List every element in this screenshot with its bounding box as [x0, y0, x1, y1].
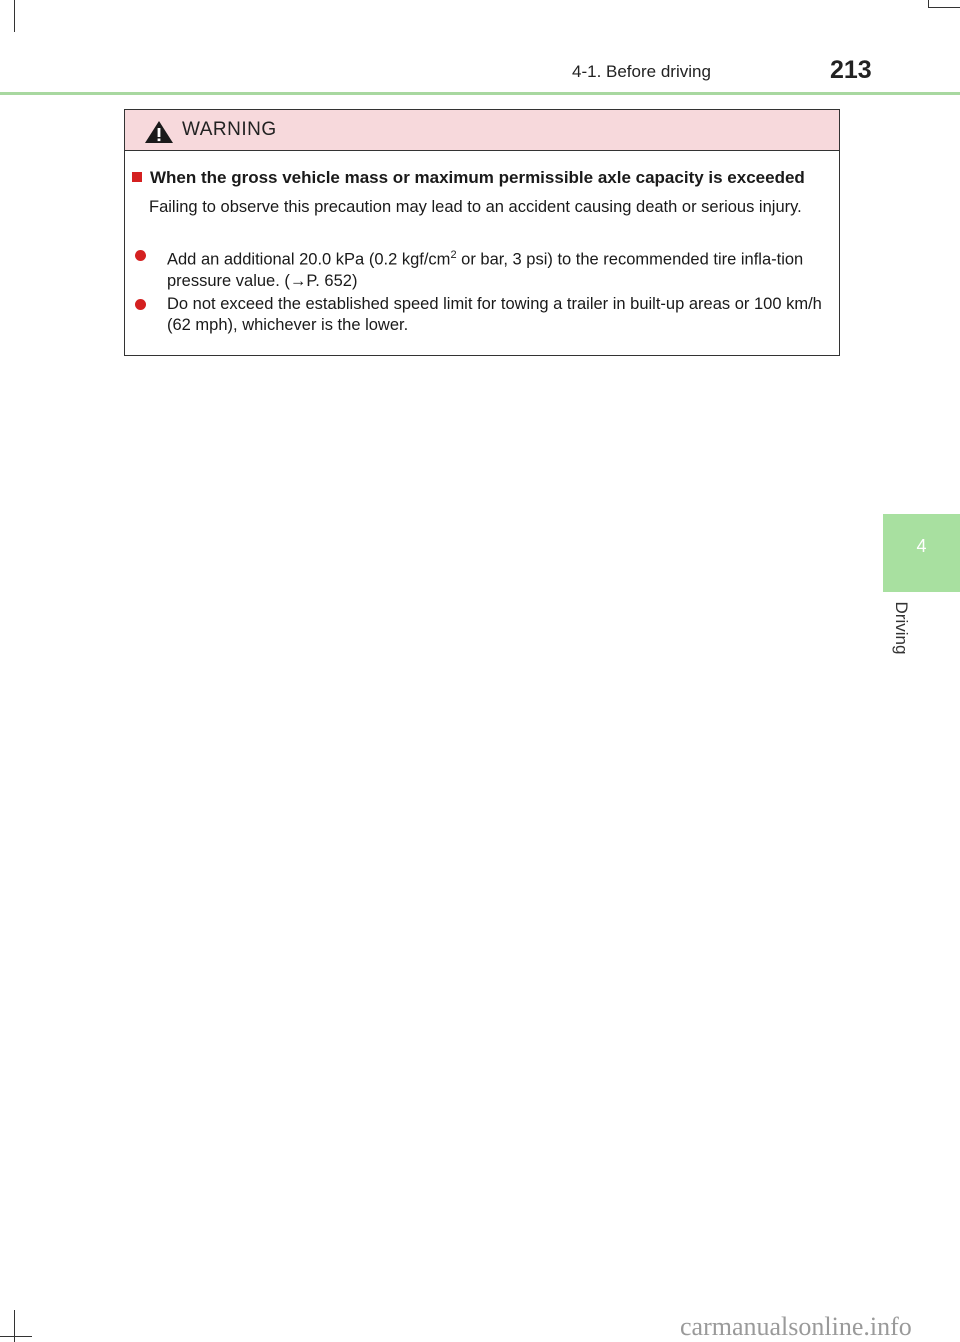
- red-bullet-icon: [135, 299, 146, 310]
- list-item-text-part: or bar, 3 psi) to the recommended tire infla-tion pressure value. (→P. 652): [167, 250, 804, 290]
- chapter-number: 4: [916, 536, 927, 556]
- list-item: [135, 245, 833, 292]
- section-title: 4-1. Before driving: [572, 62, 711, 81]
- crop-mark: [0, 1336, 32, 1337]
- list-item-text-part: Add an additional 20.0 kPa (0.2 kgf/cm: [167, 250, 451, 269]
- header-rule: [0, 92, 960, 95]
- chapter-tab: [883, 514, 960, 592]
- warning-heading-text: When the gross vehicle mass or maximum permissible axle capacity is exceeded: [150, 168, 805, 187]
- footer-watermark: carmanualsonline.info: [680, 1312, 912, 1341]
- list-item: [135, 294, 833, 336]
- superscript: 2: [450, 249, 457, 261]
- list-item-text: Do not exceed the established speed limit for towing a trailer in built-up areas or 100 km/h (62 mph), whichever is the lower.: [167, 295, 822, 334]
- warning-triangle-icon: [144, 120, 174, 144]
- list-item-text: [167, 245, 833, 292]
- warning-box: [124, 109, 840, 356]
- page-number: 213: [830, 56, 872, 84]
- warning-header: [125, 110, 839, 151]
- crop-mark: [928, 7, 960, 8]
- warning-heading: [132, 168, 832, 188]
- warning-title: WARNING: [182, 119, 277, 140]
- crop-mark: [14, 1310, 15, 1342]
- chapter-label: Driving: [892, 601, 911, 655]
- crop-mark: [14, 0, 15, 32]
- warning-paragraph: Failing to observe this precaution may lead to an accident causing death or serious injury.: [149, 198, 802, 216]
- red-bullet-icon: [135, 250, 146, 261]
- red-square-icon: [132, 172, 142, 182]
